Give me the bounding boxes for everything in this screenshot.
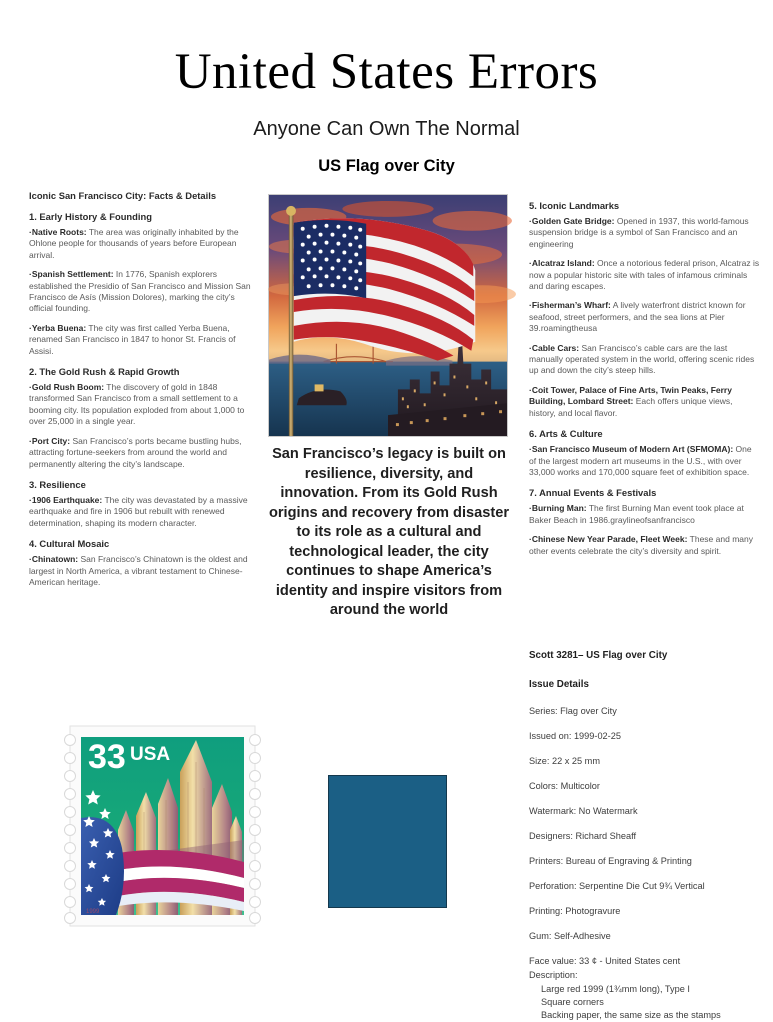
bullet-dot-icon: ·: [529, 300, 532, 311]
fact-section-heading: 6. Arts & Culture: [529, 428, 603, 440]
fact-bullet-text: These and many other events celebrate the city’s diversity and spirit.: [529, 534, 753, 556]
fact-section-heading: 4. Cultural Mosaic: [29, 538, 110, 550]
issue-detail-row: Issued on: 1999-02-25: [529, 731, 621, 741]
fact-bullet: [529, 258, 761, 292]
fact-bullet-text: San Francisco’s cable cars are the last manually operated system in the world, offering scenic rides up and down the city’s steep hills.: [529, 342, 755, 376]
fact-bullet-text: Once a notorious federal prison, Alcatraz is now a popular historic site with tales of infamous criminals and daring escapes.: [529, 258, 760, 292]
fact-bullet: [529, 216, 761, 250]
fact-bullet-text: Each offers unique views, history, and local flavor.: [529, 396, 733, 418]
fact-section-heading: 1. Early History & Founding: [29, 211, 152, 222]
fact-bullet-text: Opened in 1937, this world-famous suspension bridge is a symbol of San Francisco and an engineering: [529, 216, 749, 249]
page-title: United States Errors: [174, 44, 599, 100]
right-sections-container: [529, 200, 761, 557]
photo-caption: San Francisco’s legacy is built on resilience, diversity, and innovation. From its Gold Rush origins and recovery from disaster to its role as a cultural and technological leader, the city continues to shape America’s identity and inspire visitors from around the world: [268, 446, 510, 618]
issue-detail-row: Perforation: Serpentine Die Cut 9¾ Vertical: [529, 881, 705, 891]
fact-bullet-term: Fisherman’s Wharf:: [531, 300, 611, 311]
fact-bullet-text: The first Burning Man event took place at Baker Beach in 1986.graylineofsanfrancisco: [529, 503, 744, 525]
facts-column-title: Iconic San Francisco City: Facts & Details: [29, 190, 217, 201]
fact-bullet: [29, 382, 254, 428]
fact-bullet-term: 1906 Earthquake:: [31, 494, 103, 505]
bullet-dot-icon: ·: [29, 435, 32, 446]
fact-bullet-term: Alcatraz Island:: [531, 258, 595, 269]
issue-detail-row: Gum: Self-Adhesive: [529, 931, 611, 941]
bullet-dot-icon: ·: [529, 342, 532, 353]
fact-bullet-text: The city was first called Yerba Buena, renamed San Francisco in 1847 to honor St. Francis of Assisi.: [29, 322, 236, 356]
fact-bullet: [29, 554, 254, 588]
description-label: Description:: [529, 970, 578, 980]
issue-details-rows: [529, 705, 769, 942]
stamp-image: [62, 712, 263, 937]
fact-bullet: [29, 269, 254, 315]
bullet-dot-icon: ·: [529, 503, 532, 514]
fact-bullet-term: Port City:: [31, 435, 71, 446]
description-line: Backing paper, the same size as the stamps: [541, 1010, 721, 1020]
fact-bullet: [29, 227, 254, 261]
fact-bullet-text: The area was originally inhabited by the Ohlone people for thousands of years before European arrival.: [29, 227, 239, 260]
issue-detail-row: Printers: Bureau of Engraving & Printing: [529, 856, 692, 866]
bullet-dot-icon: ·: [29, 494, 32, 505]
fact-bullet-term: Golden Gate Bridge:: [531, 216, 615, 226]
description-line: Large red 1999 (1¾mm long), Type I: [541, 984, 690, 994]
bullet-dot-icon: ·: [29, 227, 32, 237]
fact-bullet: [529, 343, 761, 377]
issue-detail-row: Watermark: No Watermark: [529, 806, 638, 816]
fact-bullet-term: Cable Cars:: [531, 342, 580, 353]
fact-bullet-text: In 1776, Spanish explorers established the Presidio of San Francisco and Mission San Francisco de Asís (Mission Dolores), marking the city’s official founding.: [29, 269, 251, 314]
bullet-dot-icon: ·: [29, 322, 32, 333]
fact-section-heading: 3. Resilience: [29, 478, 86, 490]
fact-bullet-text: The discovery of gold in 1848 transformed San Francisco from a small settlement to a booming city. Its population exploded from about 1,000 to over 25,000 in a single year.: [29, 382, 245, 427]
fact-bullet: [529, 503, 761, 526]
fact-bullet-term: Chinatown:: [31, 554, 79, 565]
left-facts-column: [29, 190, 254, 596]
fact-bullet-text: San Francisco’s ports became bustling hubs, attracting fortune-seekers from around the world and permanently altering the city’s landscape.: [29, 435, 242, 469]
us-flag-city-photo: [268, 194, 508, 437]
issue-details-heading: Issue Details: [529, 679, 589, 690]
page-subtitle: Anyone Can Own The Normal: [253, 118, 520, 140]
fact-bullet: [29, 495, 254, 529]
fact-bullet-term: Spanish Settlement:: [31, 269, 114, 280]
fact-section-heading: 5. Iconic Landmarks: [529, 200, 620, 211]
bullet-dot-icon: ·: [29, 269, 32, 280]
fact-bullet-text: The city was devastated by a massive earthquake and fire in 1906 but rebuilt with renewed determination, shaping its modern character.: [29, 494, 248, 528]
section-title: US Flag over City: [318, 157, 455, 175]
right-facts-column: [529, 191, 761, 565]
fact-bullet-term: Burning Man:: [531, 503, 587, 514]
teal-placeholder-block: [328, 775, 447, 908]
issue-detail-row: Colors: Multicolor: [529, 781, 600, 791]
left-sections-container: [29, 211, 254, 588]
fact-bullet-term: San Francisco Museum of Modern Art (SFMOMA):: [531, 444, 734, 455]
face-value-row: Face value: 33 ¢ - United States cent: [529, 956, 681, 966]
fact-section-heading: 2. The Gold Rush & Rapid Growth: [29, 366, 180, 378]
fact-bullet: [29, 323, 254, 357]
fact-bullet-text: San Francisco’s Chinatown is the oldest and largest in North America, a vibrant testament to Chinese-American heritage.: [29, 554, 248, 587]
bullet-dot-icon: ·: [529, 258, 532, 269]
issue-detail-row: Designers: Richard Sheaff: [529, 831, 637, 841]
bullet-dot-icon: ·: [529, 216, 532, 226]
fact-bullet-term: Yerba Buena:: [31, 322, 87, 333]
fact-bullet-term: Native Roots:: [31, 227, 87, 237]
description-line: Square corners: [541, 997, 604, 1007]
fact-bullet: [529, 444, 761, 478]
stamp-country-text: USA: [130, 744, 171, 765]
stamp-year-microtext: 1999: [86, 909, 100, 915]
fact-bullet-text: A lively waterfront district known for seafood, street performers, and the sea lions at Pier 39.roamingtheusa: [529, 300, 746, 334]
issue-details-panel: [529, 649, 769, 1022]
issue-detail-row: Printing: Photogravure: [529, 906, 621, 916]
fact-section-heading: 7. Annual Events & Festivals: [529, 487, 657, 499]
description-lines: [529, 983, 769, 1022]
fact-bullet: [529, 385, 761, 419]
scott-catalog-heading: Scott 3281– US Flag over City: [529, 650, 668, 661]
fact-bullet-text: One of the largest modern art museums in the U.S., with over 33,000 works and 170,000 square feet of exhibition space.: [529, 444, 752, 477]
issue-detail-row: Size: 22 x 25 mm: [529, 756, 600, 766]
bullet-dot-icon: ·: [529, 384, 532, 395]
bullet-dot-icon: ·: [529, 444, 532, 455]
issue-detail-row: Series: Flag over City: [529, 706, 617, 716]
bullet-dot-icon: ·: [29, 554, 32, 565]
fact-bullet: [529, 534, 761, 557]
bullet-dot-icon: ·: [529, 534, 532, 545]
fact-bullet: [29, 436, 254, 470]
fact-bullet-term: Chinese New Year Parade, Fleet Week:: [531, 534, 688, 545]
stamp-denomination-text: 33: [88, 738, 126, 776]
fact-bullet-term: Coit Tower, Palace of Fine Arts, Twin Peaks, Ferry Building, Lombard Street:: [529, 384, 732, 407]
fact-bullet: [529, 300, 761, 334]
bullet-dot-icon: ·: [29, 382, 32, 393]
fact-bullet-term: Gold Rush Boom:: [31, 382, 105, 393]
